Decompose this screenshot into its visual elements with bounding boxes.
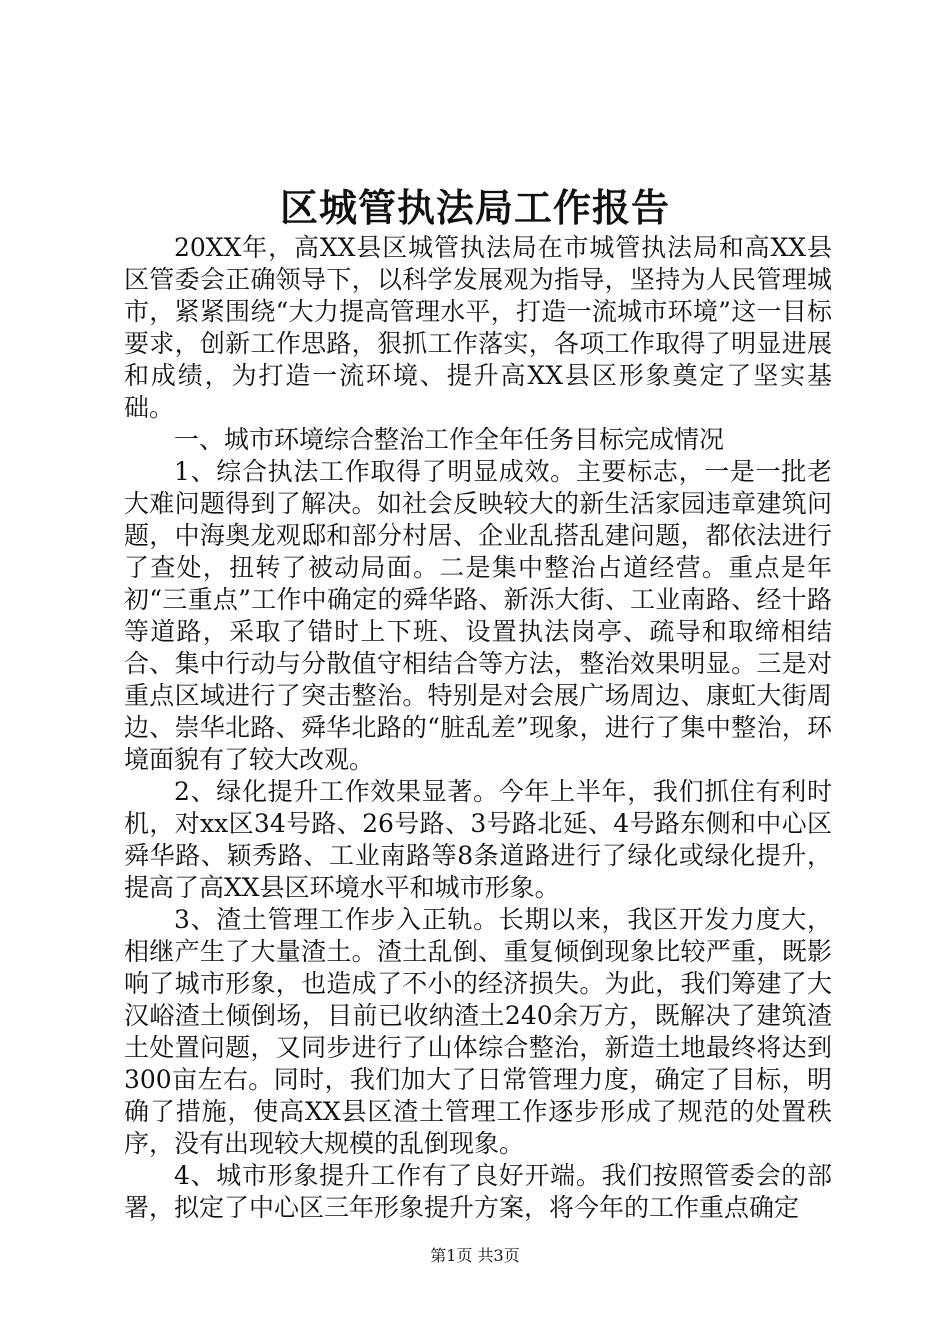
paragraph-intro: 20XX年，高XX县区城管执法局在市城管执法局和高XX县区管委会正确领导下，以科学发展观为指导，坚持为人民管理城市，紧紧围绕“大力提高管理水平，打造一流城市环境”这一目标要求，创新工作思路，狠抓工作落实，各项工作取得了明显进展和成绩，为打造一流环境、提升高XX县区形象奠定了坚实基础。: [124, 233, 832, 422]
paragraph-item-4: 4、城市形象提升工作有了良好开端。我们按照管委会的部署，拟定了中心区三年形象提升方案，将今年的工作重点确定: [124, 1161, 832, 1222]
paragraph-item-3: 3、渣土管理工作步入正轨。长期以来，我区开发力度大，相继产生了大量渣土。渣土乱倒、重复倾倒现象比较严重，既影响了城市形象，也造成了不小的经济损失。为此，我们筹建了大汉峪渣土倾倒场，目前已收纳渣土240余万方，既解决了建筑渣土处置问题，又同步进行了山体综合整治，新造土地最终将达到300亩左右。同时，我们加大了日常管理力度，确定了目标，明确了措施，使高XX县区渣土管理工作逐步形成了规范的处置秩序，没有出现较大规模的乱倒现象。: [124, 905, 832, 1158]
page-number-footer: 第1页 共3页: [430, 1246, 520, 1265]
section-heading: 一、城市环境综合整治工作全年任务目标完成情况: [174, 425, 725, 454]
paragraph-item-1: 1、综合执法工作取得了明显成效。主要标志，一是一批老大难问题得到了解决。如社会反映较大的新生活家园违章建筑问题，中海奥龙观邸和部分村居、企业乱搭乱建问题，都依法进行了查处，扭转了被动局面。二是集中整治占道经营。重点是年初“三重点”工作中确定的舜华路、新泺大街、工业南路、经十路等道路，采取了错时上下班、设置执法岗亭、疏导和取缔相结合、集中行动与分散值守相结合等方法，整治效果明显。三是对重点区域进行了突击整治。特别是对会展广场周边、康虹大街周边、崇华北路、舜华北路的“脏乱差”现象，进行了集中整治，环境面貌有了较大改观。: [124, 457, 832, 774]
document-title: 区城管执法局工作报告: [279, 185, 670, 230]
document-body: [124, 232, 832, 1224]
paragraph-item-2: 2、绿化提升工作效果显著。今年上半年，我们抓住有利时机，对xx区34号路、26号路、3号路北延、4号路东侧和中心区舜华路、颖秀路、工业南路等8条道路进行了绿化或绿化提升，提高了高XX县区环境水平和城市形象。: [124, 777, 832, 902]
